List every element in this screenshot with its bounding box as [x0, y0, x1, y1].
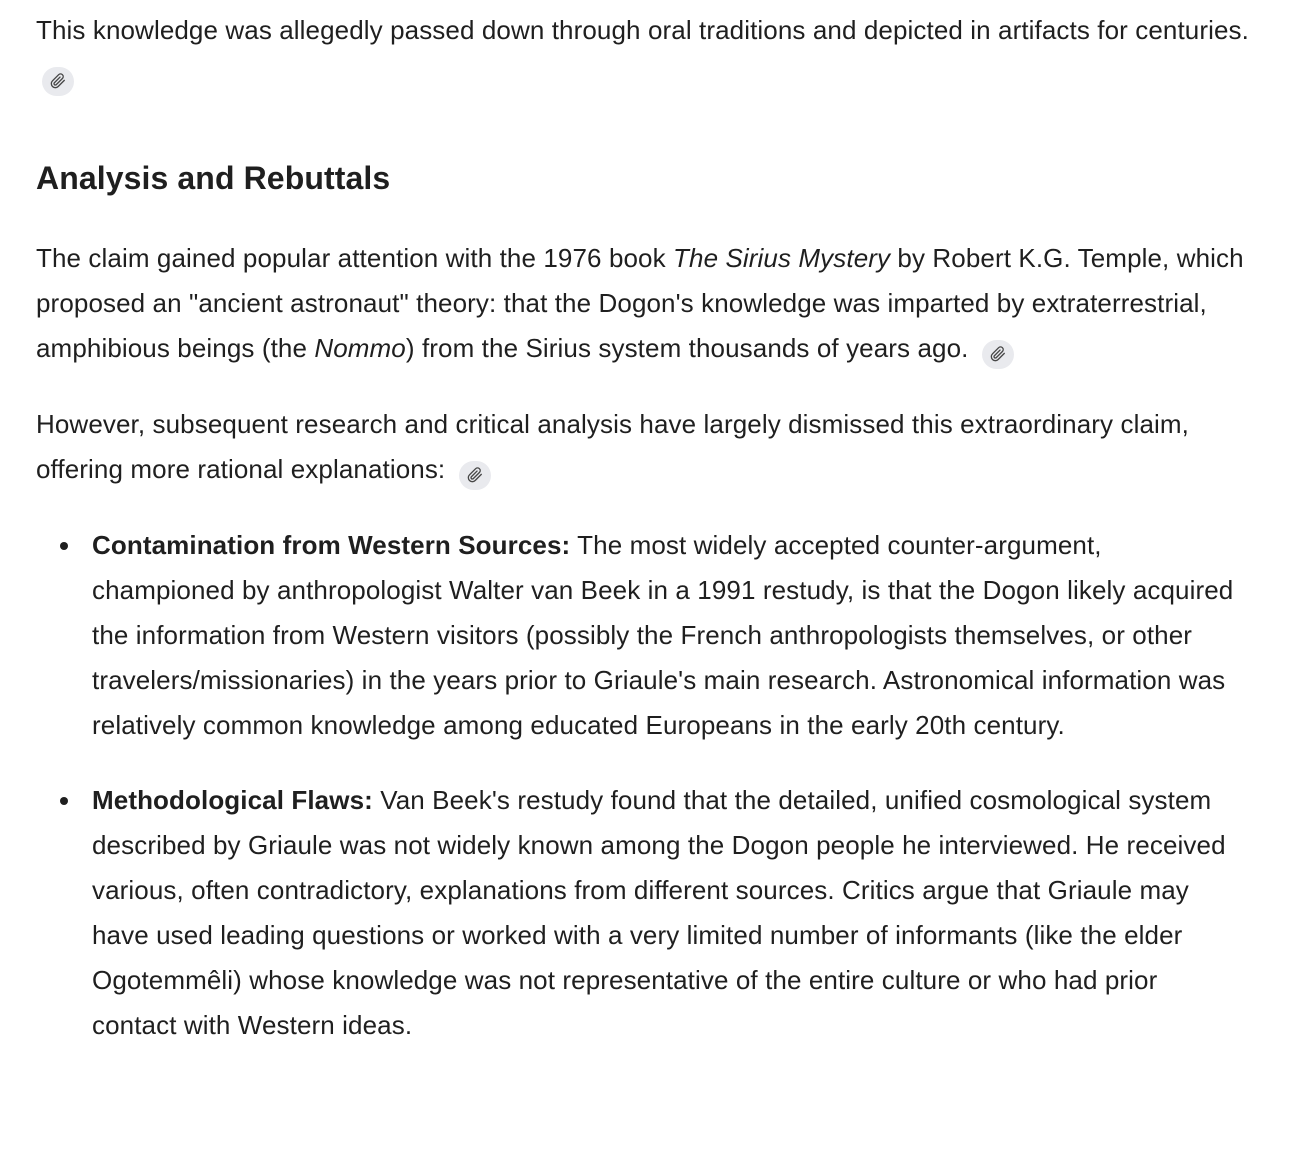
paragraph-claim [36, 236, 1249, 371]
list-item-text: Contamination from Western Sources: The most widely accepted counter-argument, championed by anthropologist Walter van Beek in a 1991 restudy, is that the Dogon likely acquired the information from Western visitors (possibly the French anthropologists themselves, or other travelers/missionaries) in the years prior to Griaule's main research. Astronomical information was relatively common knowledge among educated Europeans in the early 20th century. [92, 530, 1234, 740]
paragraph-however-text: However, subsequent research and critical analysis have largely dismissed this extraordinary claim, offering more rational explanations: [36, 409, 1189, 484]
citation-chip[interactable] [42, 67, 74, 96]
paragraph-claim-text: The claim gained popular attention with the 1976 book The Sirius Mystery by Robert K.G. Temple, which proposed an "ancient astronaut" theory: that the Dogon's knowledge was imparted by extraterrestrial, amphibious beings (the Nommo) from the Sirius system thousands of years ago. [36, 243, 1244, 363]
paperclip-icon [467, 467, 483, 483]
paperclip-icon [990, 346, 1006, 362]
list-item-text: Methodological Flaws: Van Beek's restudy found that the detailed, unified cosmological system described by Griaule was not widely known among the Dogon people he interviewed. He received various, often contradictory, explanations from different sources. Critics argue that Griaule may have used leading questions or worked with a very limited number of informants (like the elder Ogotemmêli) whose knowledge was not representative of the entire culture or who had prior contact with Western ideas. [92, 785, 1226, 1040]
paragraph-however [36, 402, 1249, 492]
rebuttals-list [36, 523, 1249, 1048]
list-item-methodological-flaws [83, 778, 1249, 1048]
paragraph-intro [36, 8, 1249, 98]
paperclip-icon [50, 73, 66, 89]
list-item-contamination [83, 523, 1249, 748]
paragraph-intro-text: This knowledge was allegedly passed down through oral traditions and depicted in artifacts for centuries. [36, 15, 1249, 45]
citation-chip[interactable] [982, 340, 1014, 369]
section-heading: Analysis and Rebuttals [36, 160, 391, 196]
citation-chip[interactable] [459, 461, 491, 490]
